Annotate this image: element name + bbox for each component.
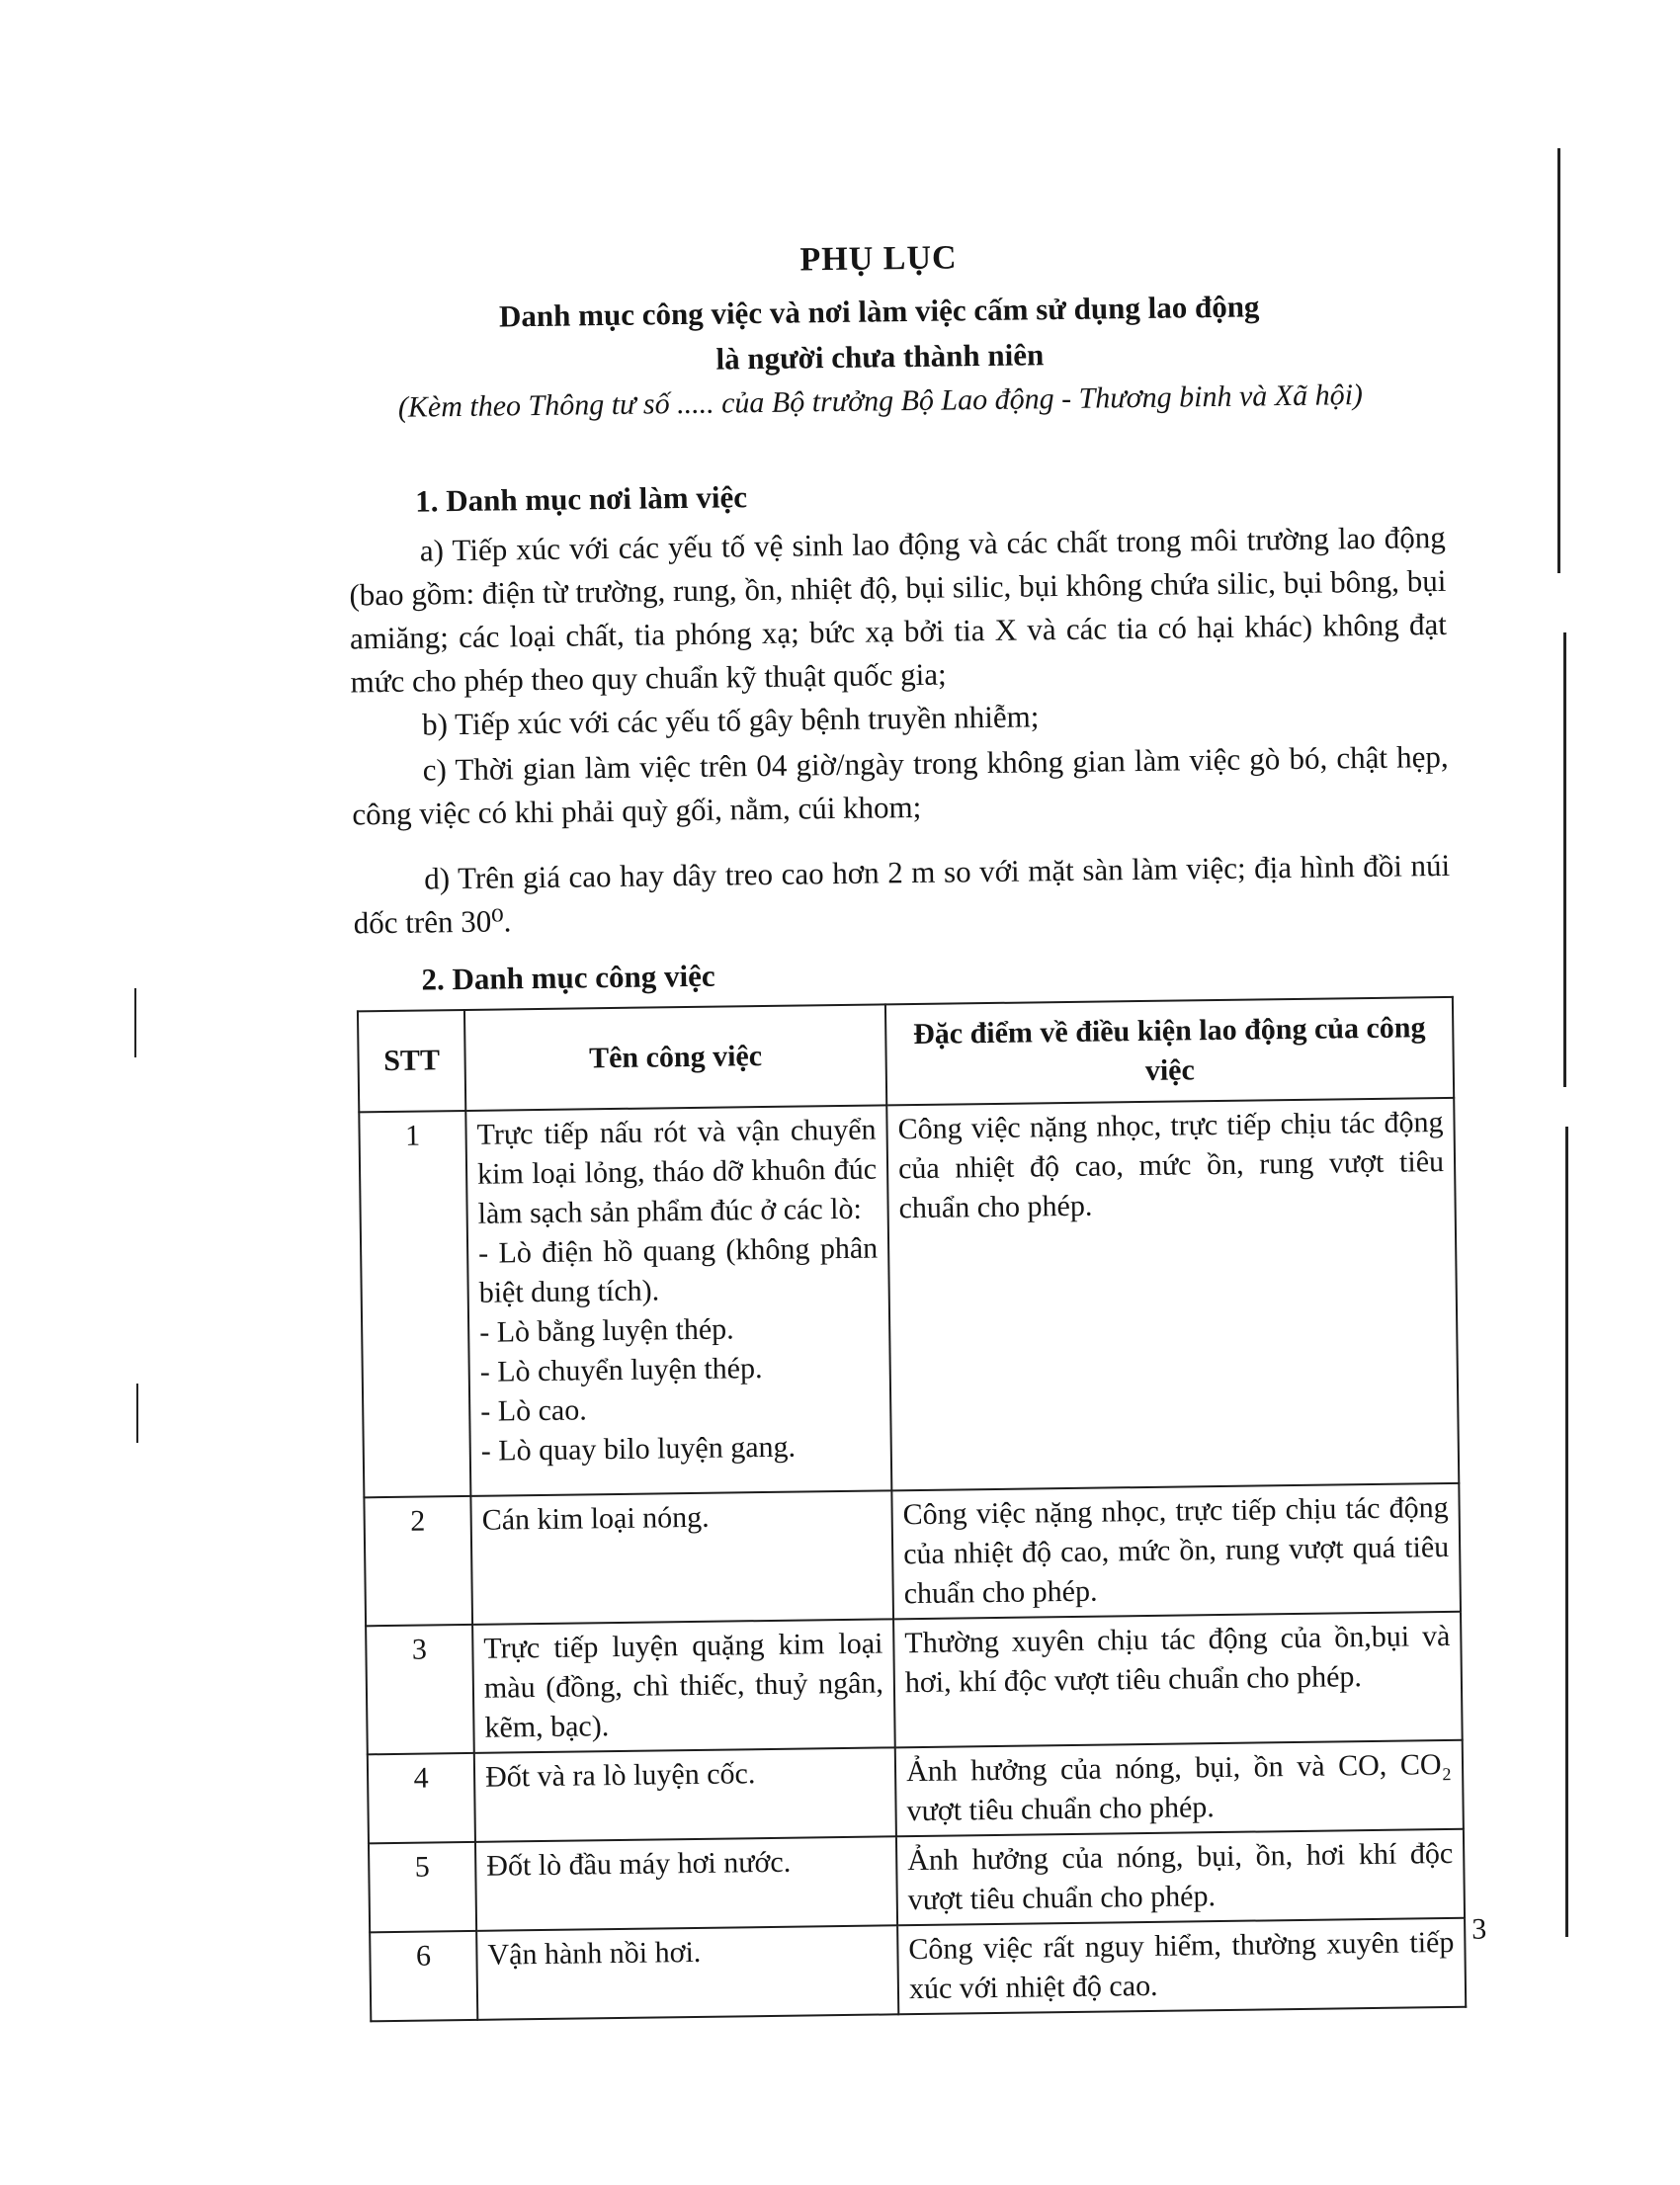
header-stt: STT bbox=[358, 1010, 465, 1112]
job-line: - Lò bằng luyện thép. bbox=[479, 1312, 734, 1349]
job-line: - Lò cao. bbox=[480, 1393, 587, 1428]
job-line: Đốt lò đầu máy hơi nước. bbox=[486, 1845, 792, 1883]
appendix-subtitle-line2: là người chưa thành niên bbox=[715, 337, 1045, 377]
row-stt: 5 bbox=[369, 1842, 476, 1932]
row-stt: 6 bbox=[370, 1931, 477, 2021]
row-job-name bbox=[470, 1490, 893, 1625]
row-stt: 1 bbox=[359, 1111, 470, 1497]
row-stt: 2 bbox=[364, 1496, 472, 1626]
row-job-name bbox=[474, 1747, 896, 1842]
job-line: Vận hành nồi hơi. bbox=[487, 1935, 702, 1972]
row-conditions: Ảnh hưởng của nóng, bụi, ồn, hơi khí độc vượt tiêu chuẩn cho phép. bbox=[896, 1829, 1465, 1926]
section2-title: 2. Danh mục công việc bbox=[421, 958, 715, 997]
job-line: Trực tiếp nấu rót và vận chuyển kim loại lỏng, tháo dỡ khuôn đúc làm sạch sản phẩm đúc ở các lò: bbox=[476, 1113, 878, 1230]
row-job-name bbox=[476, 1925, 898, 2020]
table-row bbox=[368, 1740, 1464, 1843]
job-line: Cán kim loại nóng. bbox=[481, 1500, 710, 1537]
row-conditions: Công việc nặng nhọc, trực tiếp chịu tác động của nhiệt độ cao, mức ồn, rung vượt quá tiêu chuẩn cho phép. bbox=[891, 1483, 1461, 1620]
page-number: 3 bbox=[1470, 1912, 1487, 1946]
appendix-heading: PHỤ LỤC bbox=[799, 239, 958, 279]
workplace-item-b: b) Tiếp xúc với các yếu tố gây bệnh truyền nhiễm; bbox=[421, 699, 1040, 742]
row-stt: 4 bbox=[368, 1753, 475, 1843]
row-job-name bbox=[465, 1105, 891, 1496]
table-row bbox=[370, 1918, 1466, 2021]
job-line: - Lò chuyển luyện thép. bbox=[479, 1352, 763, 1388]
table-row bbox=[369, 1829, 1465, 1932]
job-line: Trực tiếp luyện quặng kim loại màu (đồng, chì thiếc, thuỷ ngân, kẽm, bạc). bbox=[483, 1627, 884, 1744]
row-conditions: Ảnh hưởng của nóng, bụi, ồn và CO, CO₂ vượt tiêu chuẩn cho phép. bbox=[895, 1740, 1464, 1837]
section1-title: 1. Danh mục nơi làm việc bbox=[414, 479, 748, 519]
workplace-item-c: c) Thời gian làm việc trên 04 giờ/ngày trong không gian làm việc gò bó, chật hẹp, công việc có khi phải quỳ gối, nằm, cúi khom; bbox=[352, 738, 1449, 832]
row-stt: 3 bbox=[366, 1625, 474, 1754]
table-header-row bbox=[358, 997, 1454, 1112]
row-conditions: Công việc nặng nhọc, trực tiếp chịu tác động của nhiệt độ cao, mức ồn, rung vượt tiêu chuẩn cho phép. bbox=[886, 1098, 1459, 1490]
table-row bbox=[366, 1612, 1463, 1754]
row-conditions: Công việc rất nguy hiểm, thường xuyên tiếp xúc với nhiệt độ cao. bbox=[897, 1918, 1466, 2015]
appendix-reference: (Kèm theo Thông tư số ..... của Bộ trưởng Bộ Lao động - Thương binh và Xã hội) bbox=[397, 378, 1364, 424]
workplace-item-d: d) Trên giá cao hay dây treo cao hơn 2 m so với mặt sàn làm việc; địa hình đồi núi dốc trên 30⁰. bbox=[353, 847, 1451, 941]
job-line: Đốt và ra lò luyện cốc. bbox=[484, 1757, 756, 1794]
row-job-name bbox=[472, 1619, 895, 1753]
workplace-item-a: a) Tiếp xúc với các yếu tố vệ sinh lao động và các chất trong môi trường lao động (bao gồm: điện từ trường, rung, ồn, nhiệt độ, bụi silic, bụi không chứa silic, bụi bông, bụi amiăng; các loại chất, tia phóng xạ; bức xạ bởi tia X và các tia có hại khác) không đạt mức cho phép theo quy chuẩn kỹ thuật quốc gia; bbox=[349, 519, 1448, 700]
job-line: - Lò điện hồ quang (không phân biệt dung tích). bbox=[477, 1231, 879, 1309]
row-conditions: Thường xuyên chịu tác động của ồn,bụi và hơi, khí độc vượt tiêu chuẩn cho phép. bbox=[893, 1612, 1463, 1748]
header-job-name: Tên công việc bbox=[464, 1004, 886, 1111]
header-conditions: Đặc điểm về điều kiện lao động của công việc bbox=[885, 997, 1454, 1106]
jobs-table bbox=[357, 996, 1467, 2022]
appendix-subtitle-line1: Danh mục công việc và nơi làm việc cấm sử dụng lao động bbox=[498, 289, 1260, 334]
table-row bbox=[359, 1098, 1459, 1497]
job-line: - Lò quay bilo luyện gang. bbox=[480, 1430, 797, 1468]
row-job-name bbox=[475, 1836, 897, 1931]
table-row bbox=[364, 1483, 1461, 1626]
